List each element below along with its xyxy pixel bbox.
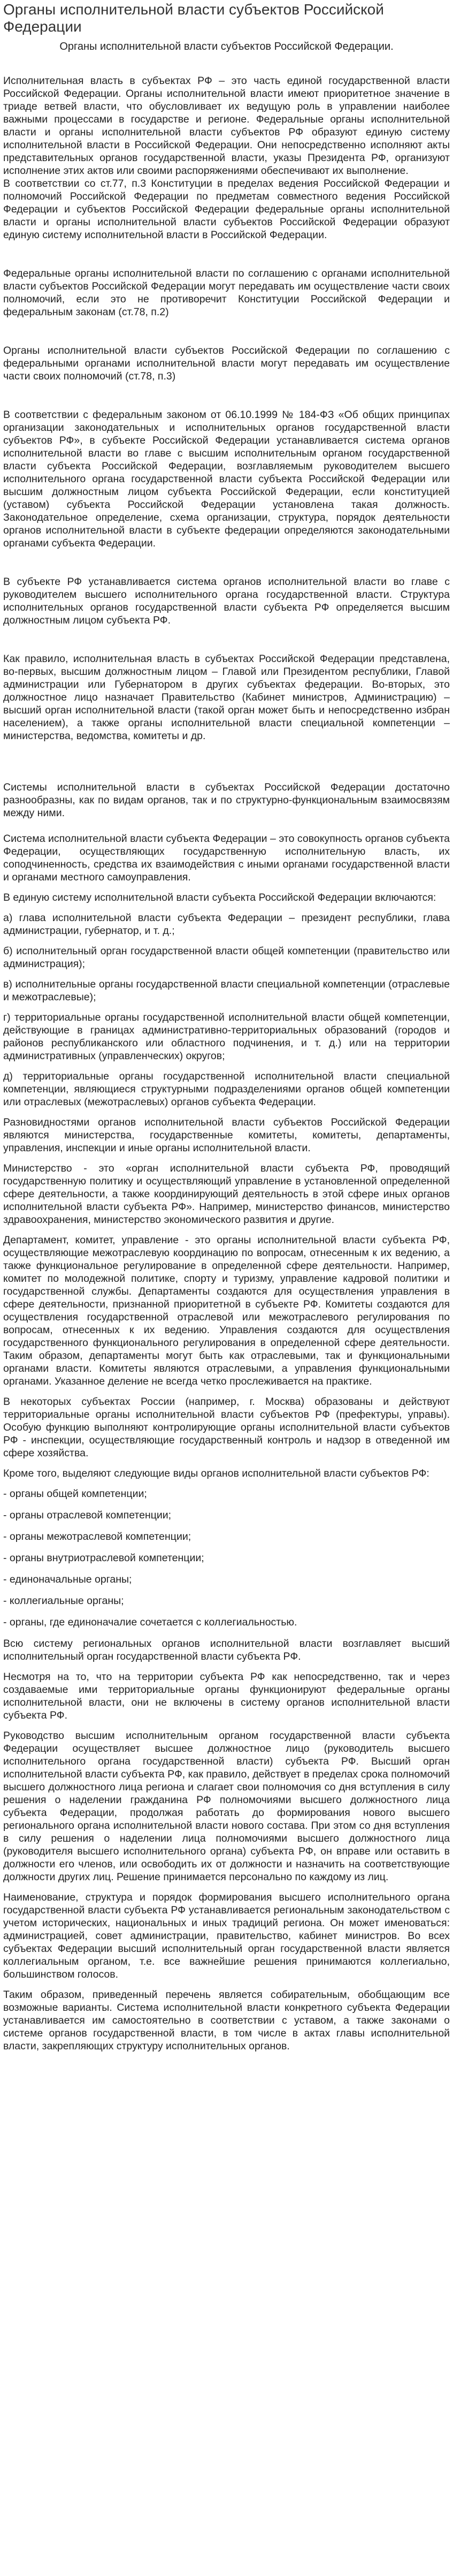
list-item: а) глава исполнительной власти субъекта Федерации – президент республики, глава администрации, губернатор, и т. д.;: [3, 912, 450, 937]
list-item: б) исполнительный орган государственной власти общей компетенции (правительство или администрация);: [3, 945, 450, 970]
article-subtitle: Органы исполнительной власти субъектов Российской Федерации.: [59, 41, 394, 52]
paragraph: В соответствии с федеральным законом от 06.10.1999 № 184-ФЗ «Об общих принципах организации законодательных и исполнительных органов государственной власти субъектов РФ», в субъекте Российской Федерации устанавливается система органов исполнительной власти во главе с высшим исполнительным органом государственной власти субъекта Российской Федерации, возглавляемым руководителем высшего исполнительного органа государственной власти субъекта Российской Федерации или высшим должностным лицом субъекта Российской Федерации, если конституцией (уставом) субъекта Российской Федерации установлена такая должность. Законодательное определение, схема организации, структура, порядок деятельности органов исполнительной власти в субъекте федерации определяются законодательными органами субъекта Федерации.: [3, 409, 450, 549]
list-item: - органы отраслевой компетенции;: [3, 1509, 172, 1521]
list-item: - органы общей компетенции;: [3, 1488, 147, 1500]
list-item: - органы межотраслевой компетенции;: [3, 1531, 191, 1542]
paragraph: В субъекте РФ устанавливается система органов исполнительной власти во главе с руководителем высшего исполнительного органа государственной власти. Структура исполнительных органов государственной власти субъекта РФ определяется высшим должностным лицом субъекта РФ.: [3, 576, 450, 626]
list-item: - органы внутриотраслевой компетенции;: [3, 1552, 204, 1564]
paragraph: Разновидностями органов исполнительной власти субъектов Российской Федерации являются министерства, государственные комитеты, комитеты, департаменты, управления, инспекции и иные органы исполнительной власти.: [3, 1116, 450, 1154]
list-item: в) исполнительные органы государственной власти специальной компетенции (отраслевые и межотраслевые);: [3, 978, 450, 1003]
paragraph: Исполнительная власть в субъектах РФ – это часть единой государственной власти Российской Федерации. Органы исполнительной власти имеют приоритетное значение в триаде ветвей власти, что обусловливает их ведущую роль в управлении наиболее важными процессами в государстве и регионе. Федеральные органы исполнительной власти и органы исполнительной власти субъектов РФ образуют единую систему исполнительной власти в Российской Федерации. Они непосредственно исполняют акты представительных органов государственной власти, указы Президента РФ, организуют исполнение этих актов или своими распоряжениями обеспечивают их выполнение.: [3, 75, 450, 177]
paragraph: Всю систему региональных органов исполнительной власти возглавляет высший исполнительный орган государственной власти субъекта РФ.: [3, 1638, 450, 1662]
page-title: Органы исполнительной власти субъектов Российской Федерации: [3, 1, 384, 35]
paragraph: В соответствии со ст.77, п.3 Конституции в пределах ведения Российской Федерации и полномочий Российской Федерации по предметам совместного ведения Российской Федерации и субъектов Российской Федерации федеральные органы исполнительной власти и органы исполнительной власти субъектов Российской Федерации образуют единую систему исполнительной власти в Российской Федерации.: [3, 178, 450, 241]
list-item: - органы, где единоначалие сочетается с коллегиальностью.: [3, 1616, 297, 1628]
list-item: - единоначальные органы;: [3, 1574, 132, 1585]
list-item: - коллегиальные органы;: [3, 1595, 124, 1607]
paragraph: Несмотря на то, что на территории субъекта РФ как непосредственно, так и через создаваемые ими территориальные органы функционируют федеральные органы исполнительной власти, они не включены в систему органов исполнительной власти субъекта РФ.: [3, 1671, 450, 1721]
article-body: [3, 74, 450, 2053]
paragraph: Руководство высшим исполнительным органом государственной власти субъекта Федерации осуществляет высшее должностное лицо (руководитель высшего исполнительного органа государственной власти) субъекта РФ. Высший орган исполнительной власти субъекта РФ, как правило, действует в пределах срока полномочий высшего должностного лица региона и слагает свои полномочия со дня вступления в силу решения о наделении гражданина РФ полномочиями высшего должностного лица субъекта Федерации, продолжая работать до формирования нового высшего регионального органа исполнительной власти нового состава. При этом со дня вступления в силу решения о наделении лица полномочиями высшего должностного лица (руководителя высшего исполнительного органа) субъекта РФ, он вправе или оставить в должности его членов, или освободить их от должности и назначить на соответствующие должности других лиц. Решение принимается персонально по каждому из лиц.: [3, 1730, 450, 1883]
paragraph: Наименование, структура и порядок формирования высшего исполнительного органа государственной власти субъекта РФ устанавливается региональным законодательством с учетом исторических, национальных и иных традиций региона. Он может именоваться: администрацией, совет администрации, правительство, кабинет министров. Во всех субъектах Федерации высший исполнительный орган государственной власти является коллегиальным органом, т.е. все важнейшие решения принимаются коллегиально, большинством голосов.: [3, 1891, 450, 1980]
paragraph: В единую систему исполнительной власти субъекта Российской Федерации включаются:: [3, 892, 436, 903]
list-item: г) территориальные органы государственной исполнительной власти общей компетенции, действующие в границах административно-территориальных образований (городов и районов республиканского или областного подчинения, и т. д.) или на территории административных (управленческих) округов;: [3, 1012, 450, 1062]
paragraph: Департамент, комитет, управление - это органы исполнительной власти субъекта РФ, осуществляющие межотраслевую координацию по вопросам, отнесенным к их ведению, а также функциональное регулирование в определенной сфере деятельности. Например, комитет по молодежной политике, спорту и туризму, управление кадровой политики и государственной службы. Департаменты создаются для осуществления управления в сфере деятельности, признанной приоритетной в субъекте РФ. Комитеты создаются для осуществления государственной отраслевой или межотраслевого регулирования по вопросам, отнесенных к их ведению. Управления создаются для осуществления государственного функционального регулирования в определенной сфере деятельности. Таким образом, департаменты могут быть как отраслевыми, так и функциональными органами власти. Комитеты являются отраслевыми, а управления функциональными органами. Указанное деление не всегда четко прослеживается на практике.: [3, 1234, 450, 1387]
paragraph: Федеральные органы исполнительной власти по соглашению с органами исполнительной власти субъектов Российской Федерации могут передавать им осуществление части своих полномочий, если это не противоречит Конституции Российской Федерации и федеральным законам (ст.78, п.2): [3, 268, 450, 318]
paragraph: Министерство - это «орган исполнительной власти субъекта РФ, проводящий государственную политику и осуществляющий управление в установленной определенной сфере деятельности, а также координирующий деятельность в этой сфере иных органов исполнительной власти субъекта РФ». Например, министерство финансов, министерство здравоохранения, министерство экономического развития и другие.: [3, 1162, 450, 1226]
paragraph: Как правило, исполнительная власть в субъектах Российской Федерации представлена, во-первых, высшим должностным лицом – Главой или Президентом республики, Главой администрации или Губернатором в других субъектах федерации. Во-вторых, это должностное лицо назначает Правительство (Кабинет министров, Администрацию) – высший орган исполнительной власти (такой орган может быть и непосредственно избран населением), а также органы исполнительной власти специальной компетенции – министерства, ведомства, комитеты и др.: [3, 653, 450, 742]
paragraph: Таким образом, приведенный перечень является собирательным, обобщающим все возможные варианты. Система исполнительной власти конкретного субъекта Федерации устанавливается им самостоятельно в соответствии с уставом, а также законами о системе органов государственной власти, в том числе в актах главы исполнительной власти, закрепляющих структуру исполнительных органов.: [3, 1989, 450, 2052]
paragraph: Кроме того, выделяют следующие виды органов исполнительной власти субъектов РФ:: [3, 1468, 429, 1479]
paragraph: Органы исполнительной власти субъектов Российской Федерации по соглашению с федеральными органами исполнительной власти могут передавать им осуществление части своих полномочий (ст.78, п.3): [3, 345, 450, 382]
paragraph: В некоторых субъектах России (например, г. Москва) образованы и действуют территориальные органы исполнительной власти субъектов РФ (префектуры, управы). Особую функцию выполняют контролирующие органы исполнительной власти субъектов РФ - инспекции, осуществляющие государственный контроль и надзор в отведенной им сфере хозяйства.: [3, 1396, 450, 1459]
paragraph: Система исполнительной власти субъекта Федерации – это совокупность органов субъекта Федерации, осуществляющих государственную исполнительную власть, их соподчиненность, средства их взаимодействия с иными органами государственной власти и органами местного самоуправления.: [3, 833, 450, 883]
list-item: д) территориальные органы государственной исполнительной власти специальной компетенции, являющиеся структурными подразделениями органов общей компетенции или отраслевых (межотраслевых) органов субъекта Федерации.: [3, 1070, 450, 1108]
paragraph: Системы исполнительной власти в субъектах Российской Федерации достаточно разнообразны, как по видам органов, так и по структурно-функциональным взаимосвязям между ними.: [3, 781, 450, 819]
